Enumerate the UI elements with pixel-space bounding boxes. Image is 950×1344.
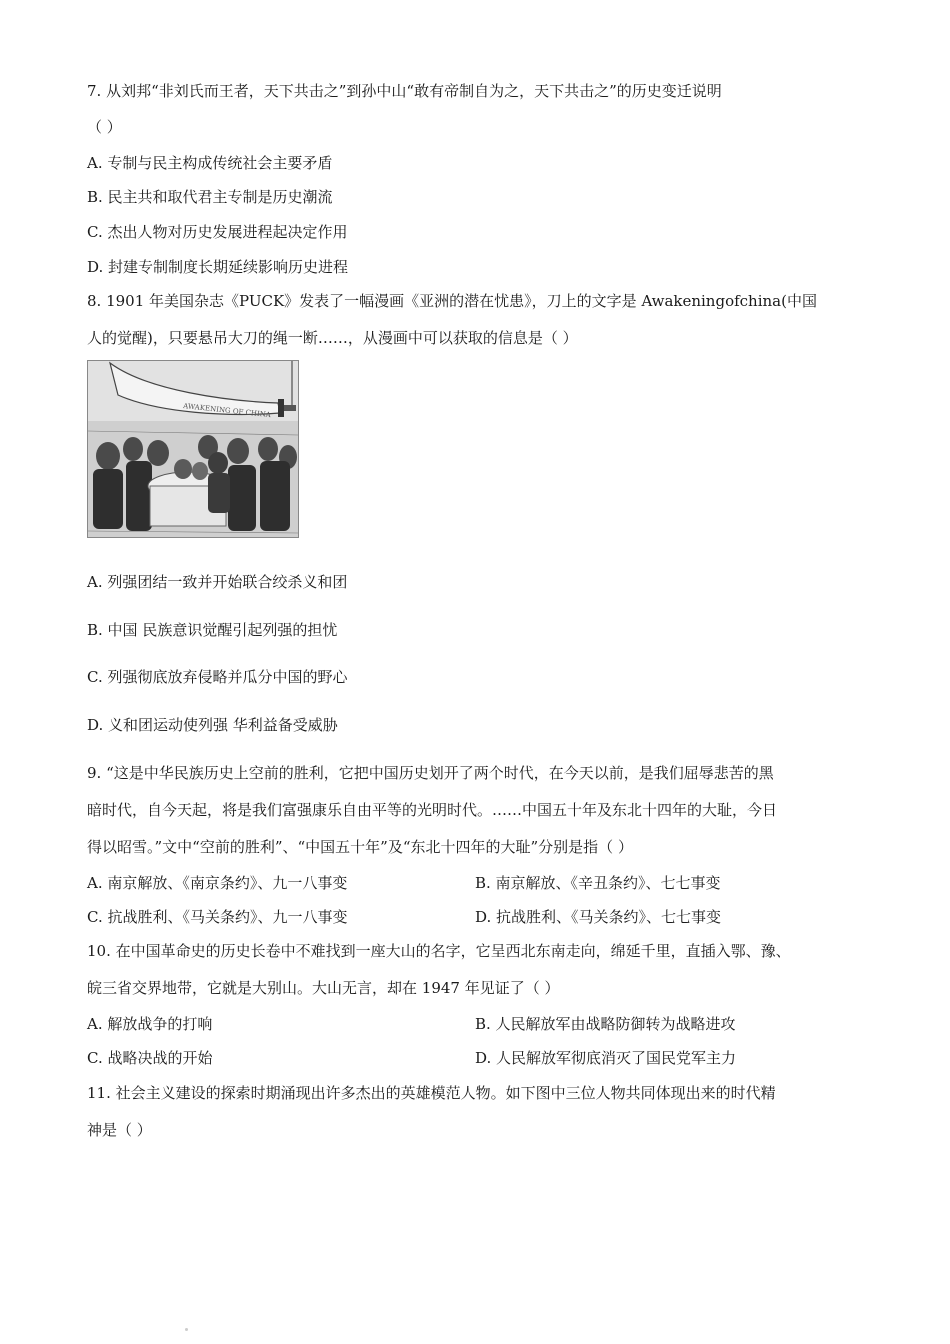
q7-option-b: B. 民主共和取代君主专制是历史潮流: [87, 188, 333, 206]
q9-option-a: A. 南京解放、《南京条约》、九一八事变: [87, 874, 348, 892]
q9-stem-line1: 9. “这是中华民族历史上空前的胜利，它把中国历史划开了两个时代，在今天以前，是我们屈辱悲苦的黑: [87, 764, 774, 782]
q9-stem-line2: 暗时代，自今天起，将是我们富强康乐自由平等的光明时代。……中国五十年及东北十四年的大耻，今日: [87, 801, 778, 819]
q7-stem-line1: 7. 从刘邦“非刘氏而王者，天下共击之”到孙中山“敢有帝制自为之，天下共击之”的历史变迁说明: [87, 82, 722, 100]
q10-option-c: C. 战略决战的开始: [87, 1049, 213, 1067]
q9-option-c: C. 抗战胜利、《马关条约》、九一八事变: [87, 908, 348, 926]
q8-stem-line1: 8. 1901 年美国杂志《PUCK》发表了一幅漫画《亚洲的潜在忧患》，刀上的文字是 Awakeningofchina(中国: [87, 292, 817, 310]
q11-stem-line1: 11. 社会主义建设的探索时期涌现出许多杰出的英雄模范人物。如下图中三位人物共同体现出来的时代精: [87, 1084, 776, 1102]
q11-stem-line2: 神是（ ）: [87, 1121, 152, 1139]
q8-option-c: C. 列强彻底放弃侵略并瓜分中国的野心: [87, 668, 348, 686]
q8-stem-line2: 人的觉醒)，只要悬吊大刀的绳一断……，从漫画中可以获取的信息是（ ）: [87, 329, 578, 347]
cartoon-image: [87, 360, 299, 538]
q9-stem-line3: 得以昭雪。”文中“空前的胜利”、“中国五十年”及“东北十四年的大耻”分别是指（ ）: [87, 838, 633, 856]
q8-option-a: A. 列强团结一致并开始联合绞杀义和团: [87, 573, 348, 591]
q10-option-a: A. 解放战争的打响: [87, 1015, 213, 1033]
q10-option-b: B. 人民解放军由战略防御转为战略进攻: [475, 1015, 736, 1033]
q9-option-b: B. 南京解放、《辛丑条约》、七七事变: [475, 874, 721, 892]
q8-option-d: D. 义和团运动使列强 华利益备受威胁: [87, 716, 338, 734]
q7-option-a: A. 专制与民主构成传统社会主要矛盾: [87, 154, 333, 172]
q7-stem-line2: （ ）: [87, 118, 122, 136]
q9-option-d: D. 抗战胜利、《马关条约》、七七事变: [475, 908, 722, 926]
footer-mark: [185, 1328, 188, 1331]
q7-option-c: C. 杰出人物对历史发展进程起决定作用: [87, 223, 348, 241]
q10-option-d: D. 人民解放军彻底消灭了国民党军主力: [475, 1049, 737, 1067]
q10-stem-line2: 皖三省交界地带，它就是大别山。大山无言，却在 1947 年见证了（ ）: [87, 979, 560, 997]
q10-stem-line1: 10. 在中国革命史的历史长卷中不难找到一座大山的名字，它呈西北东南走向，绵延千里，直插入鄂、豫、: [87, 942, 791, 960]
sword-inscription: AWAKENING OF CHINA: [182, 402, 272, 420]
q7-option-d: D. 封建专制制度长期延续影响历史进程: [87, 258, 349, 276]
q8-option-b: B. 中国 民族意识觉醒引起列强的担忧: [87, 621, 338, 639]
